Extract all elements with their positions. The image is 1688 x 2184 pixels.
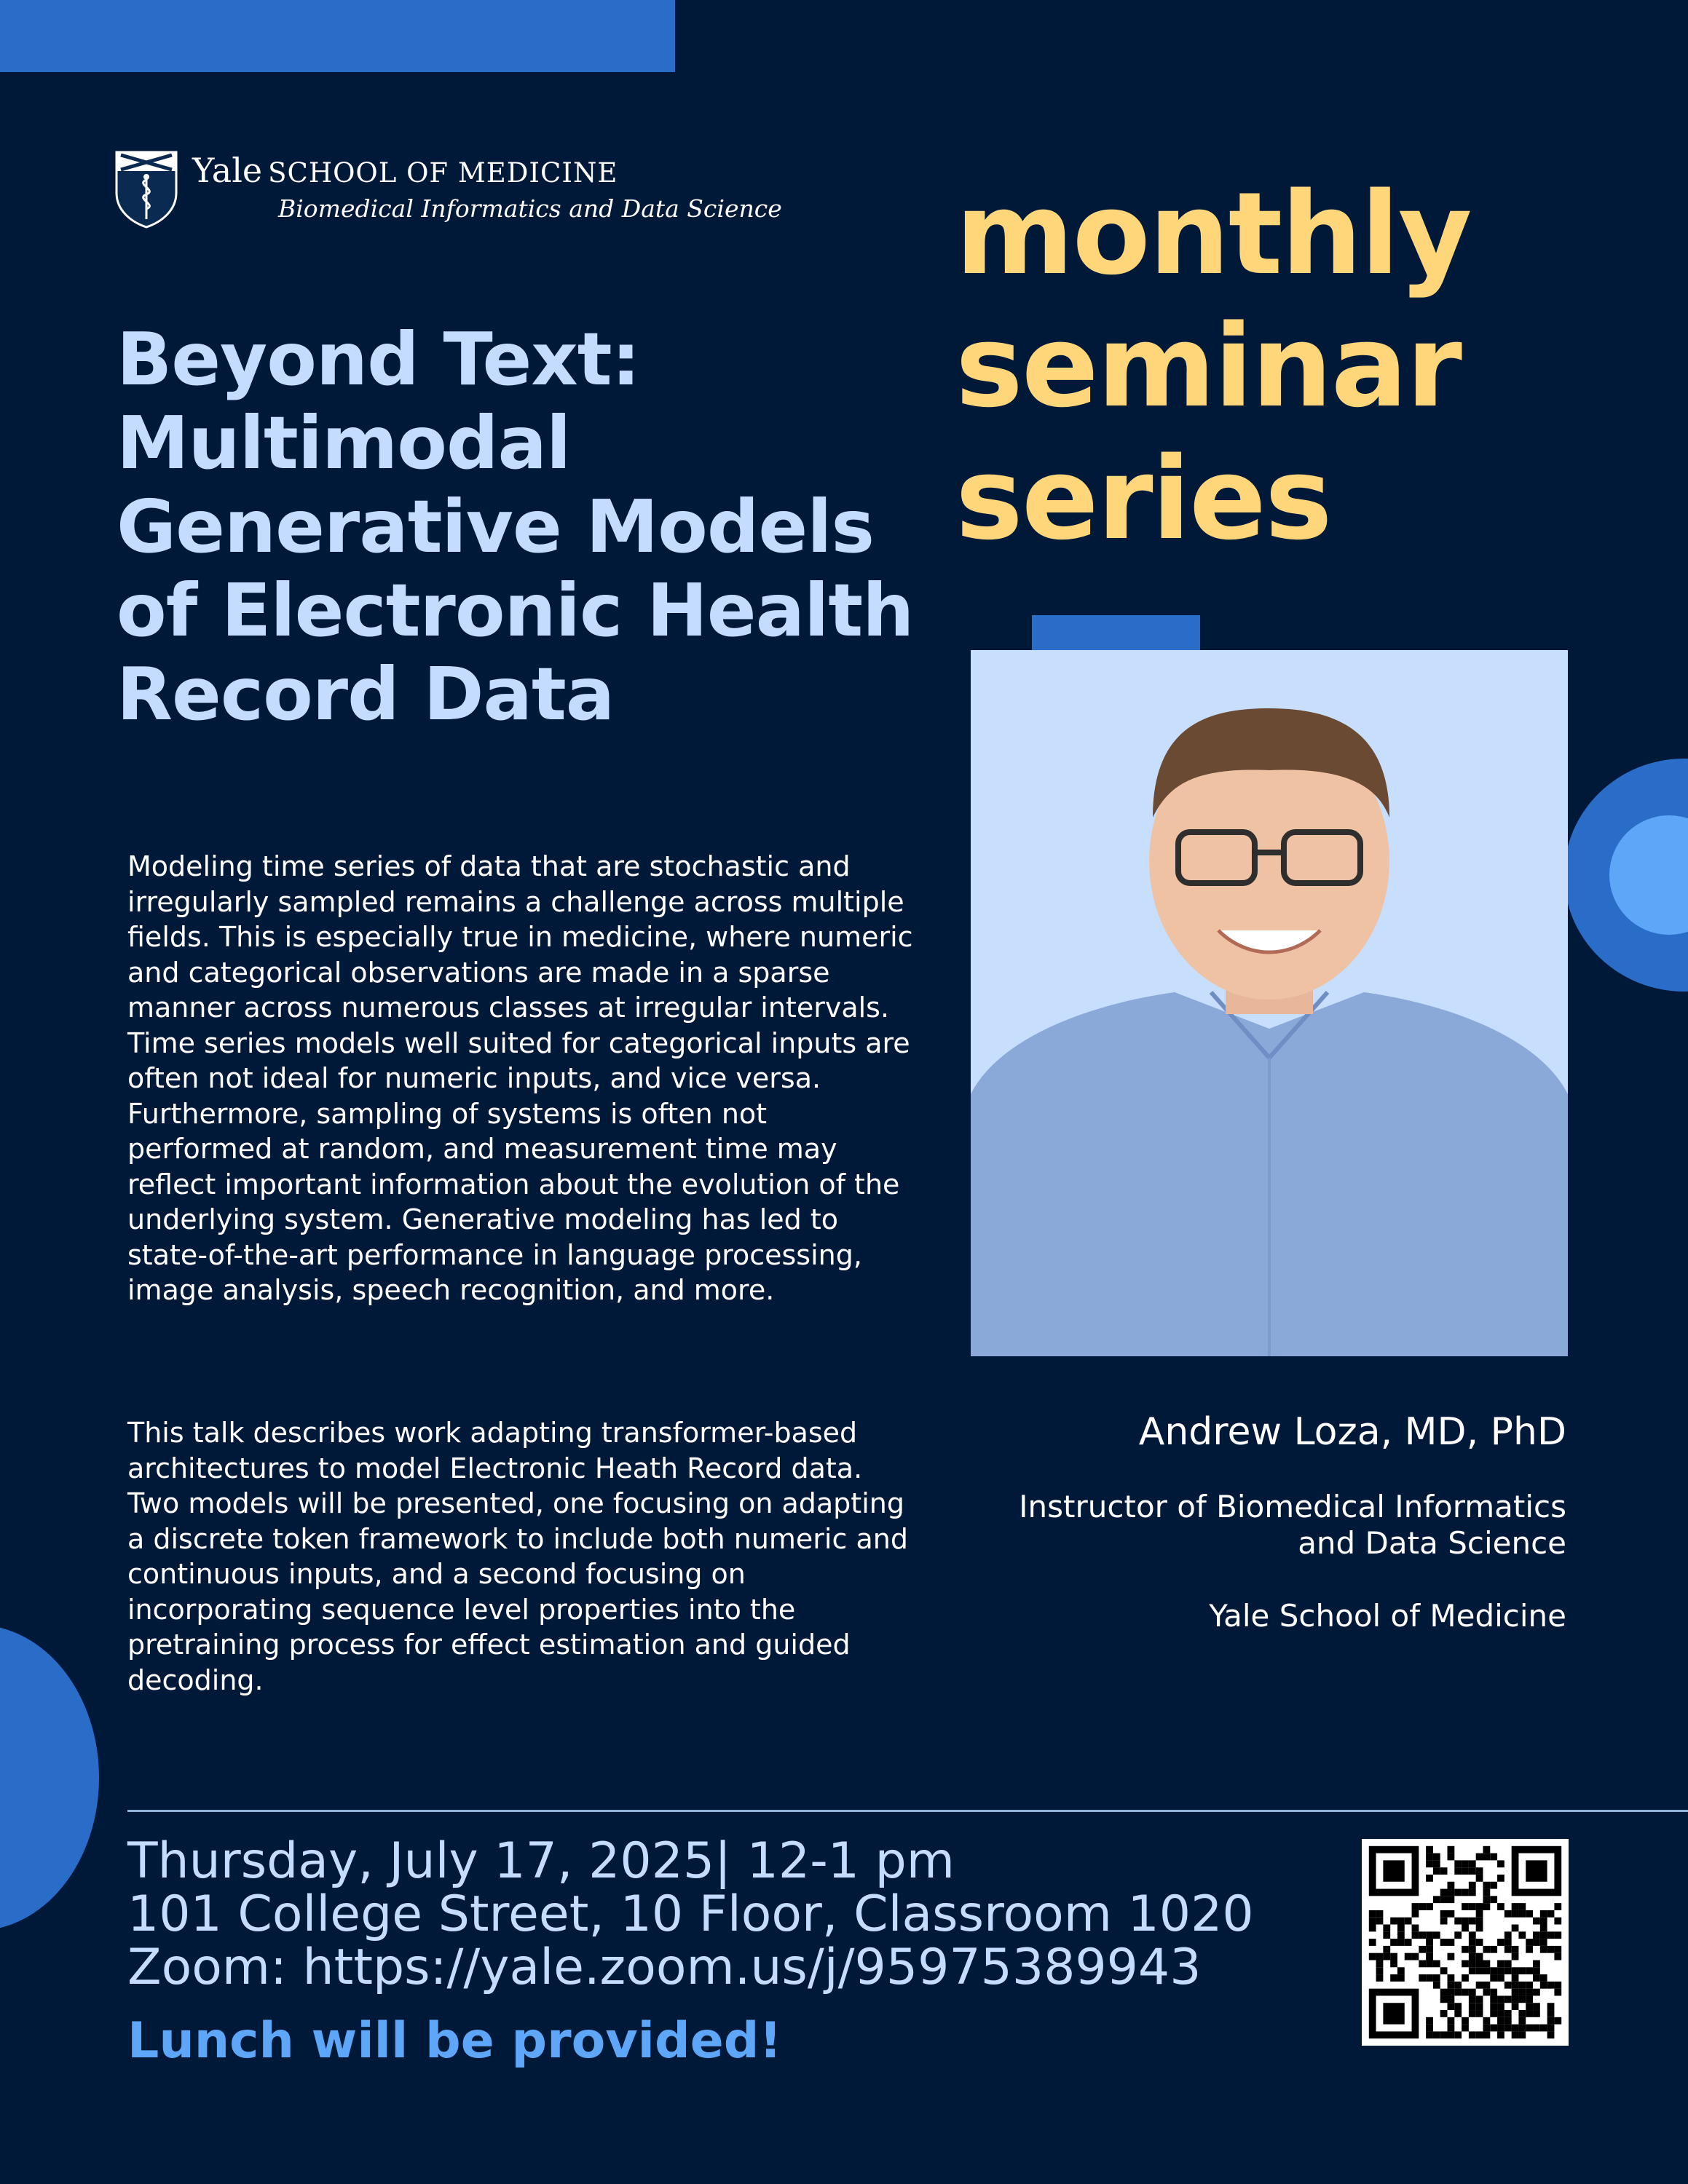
event-zoom-link[interactable]: Zoom: https://yale.zoom.us/j/95975389943: [127, 1939, 1202, 1996]
abstract-paragraph-2: This talk describes work adapting transformer-based architectures to model Electronic Heath Record data. Two models will be presented, one focusing on adapting a discrete token framework to include both numeric and continuous inputs, and a second focusing on incorporating sequence level properties into the pretraining process for effect estimation and guided decoding.: [127, 1417, 908, 1696]
speaker-photo: [971, 650, 1568, 1356]
series-word-3: series: [955, 432, 1331, 565]
speaker-name: Andrew Loza, MD, PhD: [1138, 1410, 1566, 1454]
logo-line-1: [192, 151, 782, 193]
event-location: 101 College Street, 10 Floor, Classroom 1020: [127, 1886, 1254, 1943]
yale-shield-icon: [114, 149, 179, 229]
qr-code-icon[interactable]: [1362, 1839, 1569, 2046]
logo-name: Yale: [192, 151, 263, 190]
logo-school: SCHOOL OF MEDICINE: [268, 157, 618, 189]
logo-text: [192, 151, 782, 225]
talk-title: Beyond Text: Multimodal Generative Models of Electronic Health Record Data: [117, 317, 914, 737]
speaker-institution: Yale School of Medicine: [1209, 1598, 1566, 1634]
speaker-portrait-illustration: [971, 650, 1568, 1356]
logo-department: Biomedical Informatics and Data Science: [278, 194, 782, 223]
abstract-paragraph-1: Modeling time series of data that are stochastic and irregularly sampled remains a challenge across multiple fields. This is especially true in medicine, where numeric and categorical observations are made in a sparse manner across numerous classes at irregular intervals. Time series models well suited for categorical inputs are often not ideal for numeric inputs, and vice versa. Furthermore, sampling of systems is often not performed at random, and measurement time may reflect important information about the evolution of the underlying system. Generative modeling has led to state-of-the-art performance in language processing, image analysis, speech recognition, and more.: [127, 850, 913, 1306]
series-heading: [955, 167, 1655, 565]
yale-logo: [114, 149, 782, 229]
photo-accent-tab: [1032, 615, 1200, 650]
lunch-note: Lunch will be provided!: [127, 2012, 782, 2070]
top-accent-bar: [0, 0, 675, 72]
section-divider: [127, 1810, 1688, 1812]
series-word-2: seminar: [955, 300, 1461, 432]
speaker-title: Instructor of Biomedical Informatics and Data Science: [1019, 1489, 1566, 1561]
series-word-1: monthly: [955, 167, 1471, 300]
left-decorative-circle: [0, 1625, 99, 1931]
event-datetime: Thursday, July 17, 2025| 12-1 pm: [127, 1832, 955, 1890]
